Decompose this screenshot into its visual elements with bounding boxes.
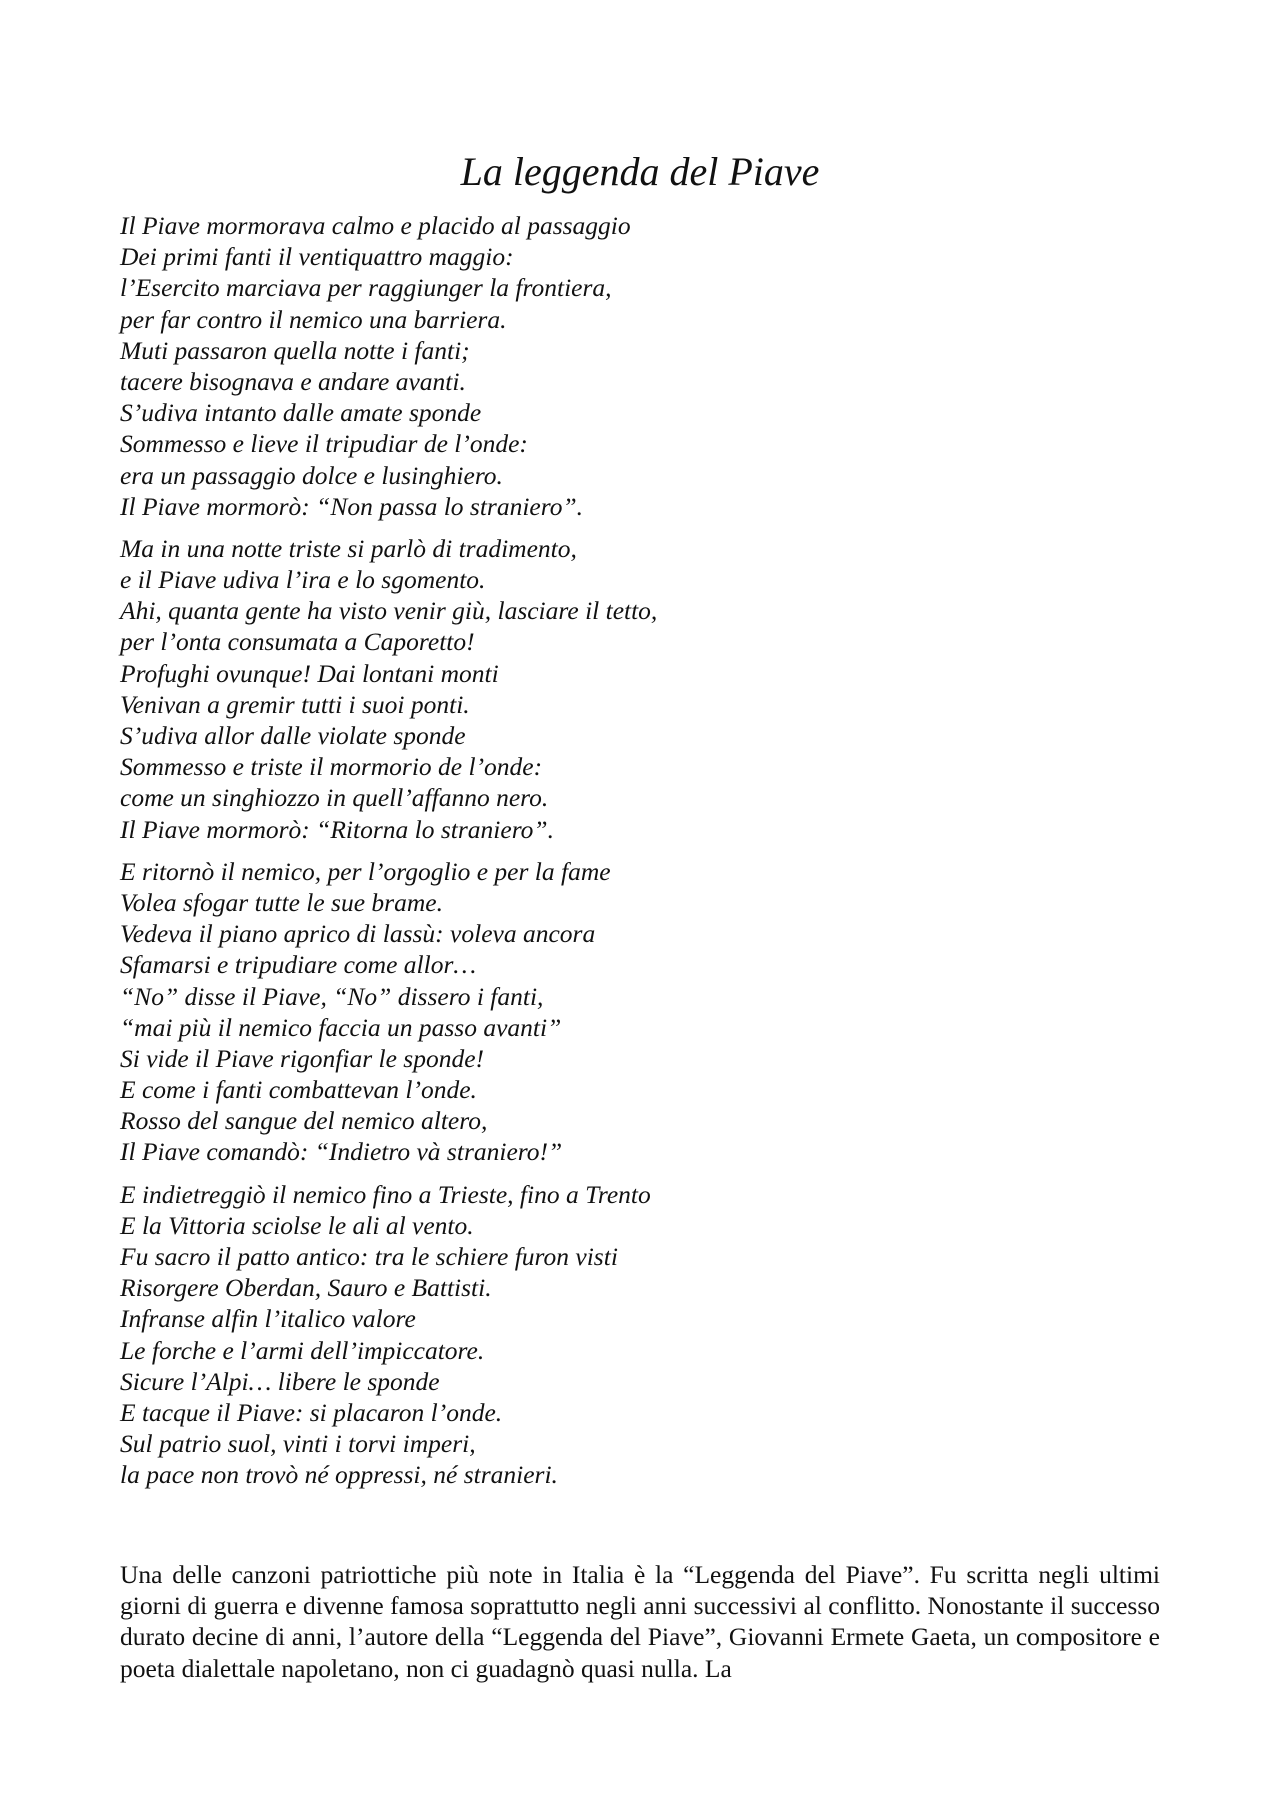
stanza: [120, 533, 1160, 845]
poem-line: Il Piave mormorava calmo e placido al passaggio: [120, 211, 631, 240]
stanza: [120, 856, 1160, 1168]
poem-line: Vedeva il piano aprico di lassù: voleva ancora: [120, 919, 596, 949]
poem-line: “No” disse il Piave, “No” dissero i fanti,: [120, 981, 544, 1011]
poem-line: Sicure l’Alpi… libere le sponde: [120, 1366, 440, 1396]
poem-line: E la Vittoria sciolse le ali al vento.: [120, 1210, 474, 1240]
stanza: [120, 210, 1160, 522]
poem-line: Il Piave comandò: “Indietro và straniero!”: [120, 1137, 563, 1167]
stanza: [120, 1179, 1160, 1491]
poem-line: era un passaggio dolce e lusinghiero.: [120, 460, 503, 490]
poem-line: Venivan a gremir tutti i suoi ponti.: [120, 689, 470, 719]
poem-line: Si vide il Piave rigonfiar le sponde!: [120, 1043, 485, 1073]
poem-line: Le forche e l’armi dell’impiccatore.: [120, 1335, 485, 1365]
page-title: La leggenda del Piave: [460, 149, 820, 194]
poem-line: Il Piave mormorò: “Ritorna lo straniero”.: [120, 814, 554, 844]
poem-line: Profughi ovunque! Dai lontani monti: [120, 658, 499, 688]
poem-line: S’udiva intanto dalle amate sponde: [120, 398, 482, 428]
poem-line: E come i fanti combattevan l’onde.: [120, 1075, 477, 1105]
poem-line: la pace non trovò né oppressi, né stranieri.: [120, 1460, 558, 1490]
poem-line: Ma in una notte triste si parlò di tradimento,: [120, 533, 577, 563]
poem-line: Sul patrio suol, vinti i torvi imperi,: [120, 1429, 476, 1459]
poem: [120, 210, 1160, 1502]
intro-paragraph: Una delle canzoni patriottiche più note in Italia è la “Leggenda del Piave”. Fu scritta negli ultimi giorni di guerra e divenne famosa soprattutto negli anni successivi al conflitto. Nonostante il successo durato decine di anni, l’autore della “Leggenda del Piave”, Giovanni Ermete Gaeta, un compositore e poeta dialettale napoletano, non ci guadagnò quasi nulla. La: [120, 1560, 1160, 1683]
poem-line: E tacque il Piave: si placaron l’onde.: [120, 1397, 503, 1427]
poem-line: E indietreggiò il nemico fino a Trieste, fino a Trento: [120, 1179, 651, 1209]
poem-line: Risorgere Oberdan, Sauro e Battisti.: [120, 1273, 492, 1303]
poem-line: Rosso del sangue del nemico altero,: [120, 1106, 488, 1136]
poem-line: E ritornò il nemico, per l’orgoglio e per la fame: [120, 856, 611, 886]
poem-line: Ahi, quanta gente ha visto venir giù, lasciare il tetto,: [120, 596, 658, 626]
poem-line: Il Piave mormorò: “Non passa lo straniero”.: [120, 491, 584, 521]
poem-line: l’Esercito marciava per raggiunger la frontiera,: [120, 273, 612, 303]
poem-line: e il Piave udiva l’ira e lo sgomento.: [120, 565, 486, 595]
poem-line: Fu sacro il patto antico: tra le schiere furon visti: [120, 1242, 618, 1271]
poem-line: Volea sfogar tutte le sue brame.: [120, 887, 443, 917]
poem-line: Sommesso e lieve il tripudiar de l’onde:: [120, 429, 528, 459]
poem-line: per l’onta consumata a Caporetto!: [120, 627, 475, 657]
poem-line: Muti passaron quella notte i fanti;: [120, 335, 470, 365]
poem-line: Dei primi fanti il ventiquattro maggio:: [120, 242, 514, 272]
poem-line: “mai più il nemico faccia un passo avanti”: [120, 1012, 562, 1042]
poem-line: Sommesso e triste il mormorio de l’onde:: [120, 752, 543, 782]
poem-line: per far contro il nemico una barriera.: [120, 304, 507, 334]
poem-line: Sfamarsi e tripudiare come allor…: [120, 950, 477, 980]
poem-line: Infranse alfin l’italico valore: [120, 1304, 416, 1334]
poem-line: tacere bisognava e andare avanti.: [120, 366, 466, 396]
poem-line: S’udiva allor dalle violate sponde: [120, 721, 466, 750]
poem-line: come un singhiozzo in quell’affanno nero.: [120, 783, 549, 813]
